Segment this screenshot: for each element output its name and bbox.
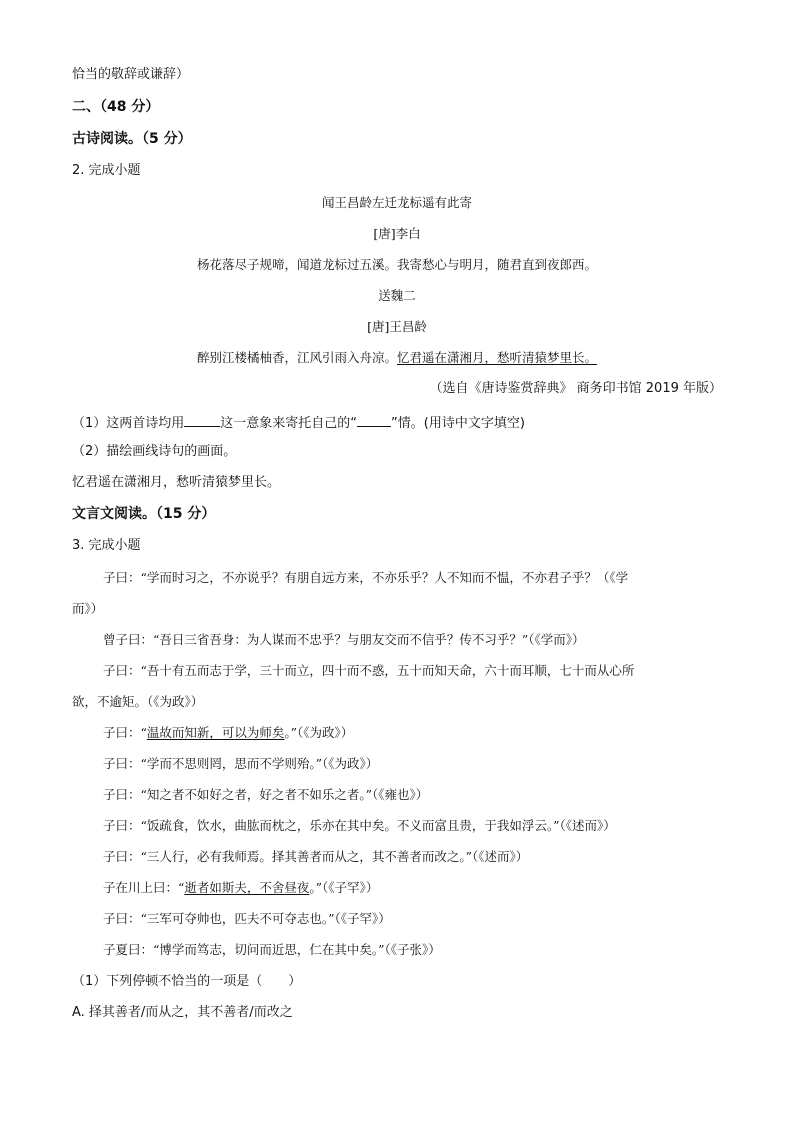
intro-fragment: 恰当的敬辞或谦辞） [72, 67, 190, 82]
classical-chinese-heading: 文言文阅读。（15 分） [72, 506, 216, 522]
analects-passage-5: 子曰：“学而不思则罔，思而不学则殆。”（《为政》） [103, 756, 379, 771]
poem2-body-plain: 醉别江楼橘柚香，江风引雨入舟凉。 [196, 350, 397, 365]
passage-9-post: 。”（《子罕》） [309, 880, 379, 895]
question-3-part-1: （1）下列停顿不恰当的一项是（ ） [72, 974, 302, 989]
analects-passage-6: 子曰：“知之者不如好之者，好之者不如乐之者。”（《雍也》） [103, 787, 429, 802]
q1-text-a: （1）这两首诗均用 [72, 416, 185, 431]
analects-passage-1-cont: 而》） [72, 601, 104, 616]
analects-passage-3-cont: 欲，不逾矩。（《为政》） [72, 694, 204, 709]
analects-passage-8: 子曰：“三人行，必有我师焉。择其善者而从之，其不善者而改之。”（《述而》） [103, 849, 529, 864]
passage-9-pre: 子在川上曰：“ [103, 880, 185, 895]
analects-passage-2: 曾子曰：“吾日三省吾身：为人谋而不忠乎？与朋友交而不信乎？传不习乎？”（《学而》） [103, 632, 585, 647]
question-2-part-1 [72, 412, 525, 433]
question-2-part-2: （2）描绘画线诗句的画面。 [72, 444, 237, 459]
poem1-author: [唐]李白 [373, 226, 421, 241]
analects-passage-11: 子夏曰：“博学而笃志，切问而近思，仁在其中矣。”（《子张》） [103, 942, 441, 957]
poem2-title: 送魏二 [378, 288, 416, 303]
analects-passage-7: 子曰：“饭疏食，饮水，曲肱而枕之，乐亦在其中矣。不义而富且贵，于我如浮云。”（《述而》） [103, 818, 616, 833]
answer-blank-1[interactable] [184, 412, 220, 427]
poem2-body [0, 349, 794, 367]
option-a[interactable]: A. 择其善者/而从之，其不善者/而改之 [72, 1005, 293, 1020]
underlined-verse-line: 忆君遥在潇湘月，愁听清猿梦里长。 [72, 475, 281, 490]
question-3-title: 3. 完成小题 [72, 538, 141, 553]
passage-4-post: 。”（《为政》） [284, 725, 354, 740]
answer-blank-2[interactable] [357, 412, 391, 427]
q1-text-c: ”情。(用诗中文字填空) [391, 416, 525, 431]
poem1-body: 杨花落尽子规啼，闻道龙标过五溪。我寄愁心与明月，随君直到夜郎西。 [196, 257, 597, 272]
poem-source: （选自《唐诗鉴赏辞典》 商务印书馆 2019 年版） [429, 381, 722, 396]
poem1-title: 闻王昌龄左迁龙标遥有此寄 [321, 195, 472, 210]
analects-passage-3: 子曰：“吾十有五而志于学，三十而立，四十而不惑，五十而知天命，六十而耳顺，七十而从心所 [103, 663, 635, 678]
poetry-heading: 古诗阅读。（5 分） [72, 131, 192, 147]
passage-4-underlined: 温故而知新，可以为师矣 [146, 725, 285, 740]
poem2-body-underlined: 忆君遥在潇湘月，愁听清猿梦里长。 [397, 350, 598, 365]
analects-passage-9 [103, 879, 378, 897]
passage-4-pre: 子曰：“ [103, 725, 147, 740]
analects-passage-10: 子曰：“三军可夺帅也，匹夫不可夺志也。”（《子罕》） [103, 911, 391, 926]
q1-text-b: 这一意象来寄托自己的“ [220, 416, 358, 431]
analects-passage-1: 子曰：“学而时习之，不亦说乎？有朋自远方来，不亦乐乎？人不知而不愠，不亦君子乎？（《学 [103, 570, 629, 585]
analects-passage-4 [103, 724, 353, 742]
section-two-heading: 二、（48 分） [72, 99, 160, 115]
passage-9-underlined: 逝者如斯夫，不舍昼夜 [184, 880, 310, 895]
question-2-title: 2. 完成小题 [72, 163, 141, 178]
poem2-author: [唐]王昌龄 [367, 319, 427, 334]
